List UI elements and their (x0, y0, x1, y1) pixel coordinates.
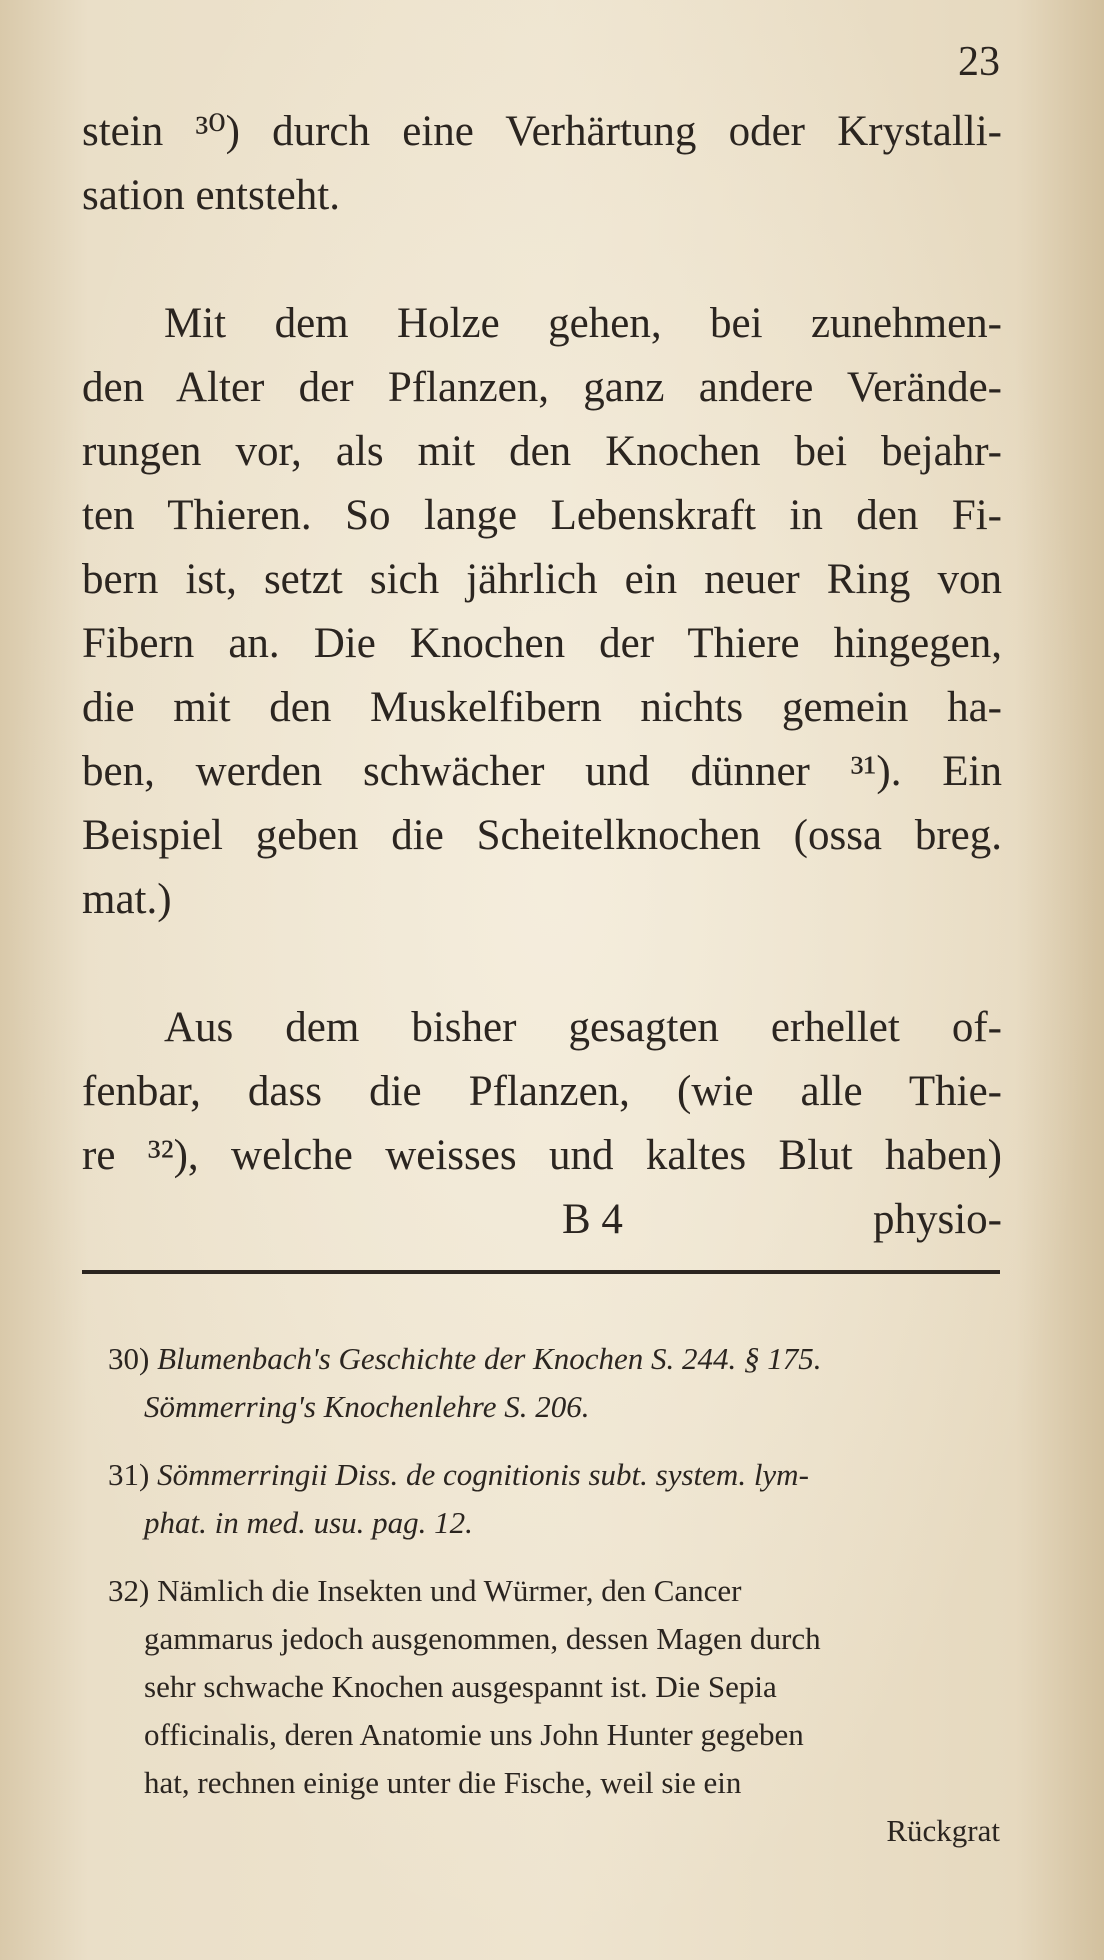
footnote-line: Sömmerringii Diss. de cognitionis subt. system. lym- (157, 1457, 809, 1492)
footnote-line: Blumenbach's Geschichte der Knochen S. 244. § 175. (157, 1341, 822, 1376)
paragraph (82, 100, 1002, 228)
footnote (108, 1451, 1000, 1547)
signature-line (82, 1188, 1002, 1252)
page-number: 23 (958, 39, 1000, 85)
catchword: Rückgrat (886, 1813, 1000, 1848)
text-line: Aus dem bisher gesagten erhellet of- (164, 1004, 1002, 1051)
text-line: mat.) (82, 876, 172, 923)
body-text (82, 100, 1002, 1252)
text-line: Beispiel geben die Scheitelknochen (ossa breg. (82, 812, 1002, 859)
text-line: den Alter der Pflanzen, ganz andere Verände- (82, 364, 1002, 411)
footnote-number: 31) (108, 1457, 150, 1492)
text-line: stein ³⁰) durch eine Verhärtung oder Krystalli- (82, 108, 1002, 155)
catchword: physio- (873, 1196, 1002, 1243)
footnote-line: Sömmerring's Knochenlehre S. 206. (144, 1389, 590, 1424)
footnote (108, 1567, 1000, 1855)
text-line: fenbar, dass die Pflanzen, (wie alle Thie- (82, 1068, 1002, 1115)
text-line: die mit den Muskelfibern nichts gemein ha- (82, 684, 1002, 731)
text-line: ben, werden schwächer und dünner ³¹). Ein (82, 748, 1002, 795)
footnote (108, 1335, 1000, 1431)
text-line: sation entsteht. (82, 172, 340, 219)
text-line: rungen vor, als mit den Knochen bei bejahr- (82, 428, 1002, 475)
paragraph (82, 292, 1002, 932)
footnote-line: Nämlich die Insekten und Würmer, den Cancer (157, 1573, 742, 1608)
footnote-line: gammarus jedoch ausgenommen, dessen Magen durch (144, 1621, 821, 1656)
footnotes (108, 1335, 1000, 1875)
footnote-rule (82, 1270, 1000, 1274)
text-line: re ³²), welche weisses und kaltes Blut haben) (82, 1132, 1002, 1179)
text-line: Mit dem Holze gehen, bei zunehmen- (164, 300, 1002, 347)
footnote-line: phat. in med. usu. pag. 12. (144, 1505, 473, 1540)
footnote-line: hat, rechnen einige unter die Fische, weil sie ein (144, 1765, 742, 1800)
signature-mark: B 4 (562, 1196, 623, 1243)
paragraph (82, 996, 1002, 1188)
footnote-number: 32) (108, 1573, 150, 1608)
footnote-line: officinalis, deren Anatomie uns John Hunter gegeben (144, 1717, 804, 1752)
text-line: ten Thieren. So lange Lebenskraft in den Fi- (82, 492, 1002, 539)
text-line: Fibern an. Die Knochen der Thiere hingegen, (82, 620, 1002, 667)
footnote-line: sehr schwache Knochen ausgespannt ist. Die Sepia (144, 1669, 777, 1704)
text-line: bern ist, setzt sich jährlich ein neuer Ring von (82, 556, 1002, 603)
footnote-number: 30) (108, 1341, 150, 1376)
